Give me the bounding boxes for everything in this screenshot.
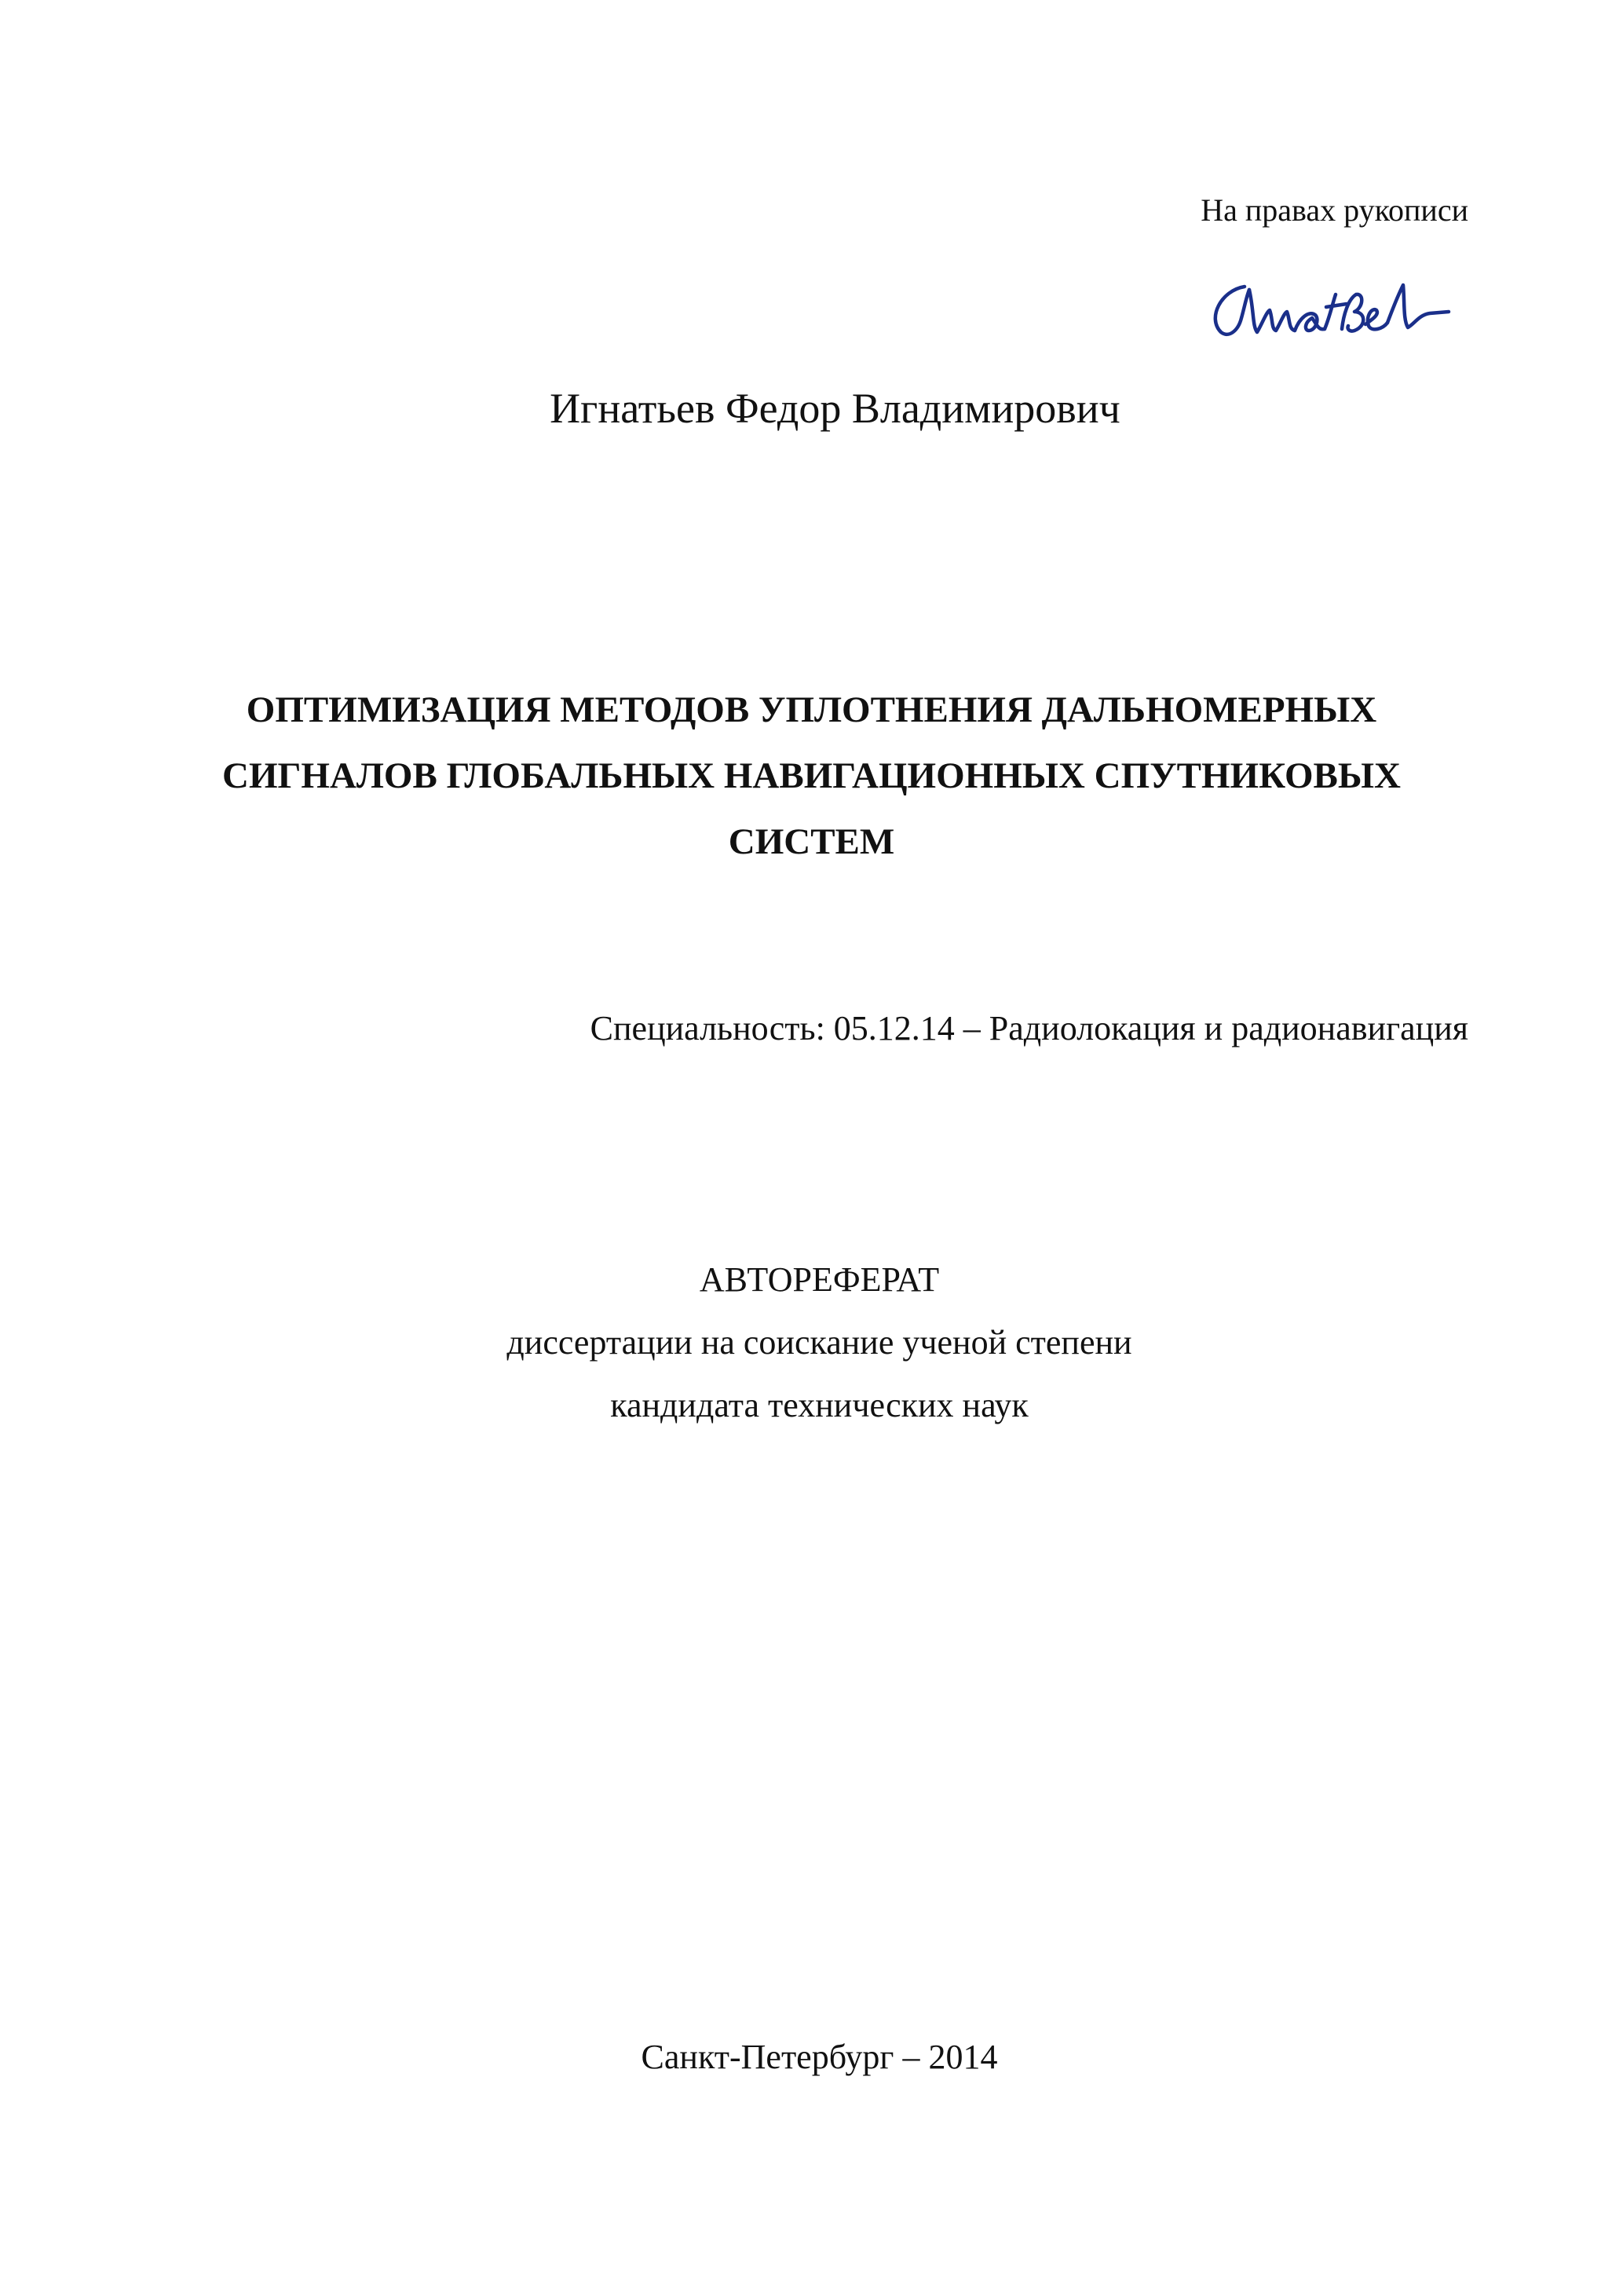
abstract-degree-line: диссертации на соискание ученой степени — [506, 1323, 1132, 1362]
title-line: СИСТЕМ — [728, 821, 895, 862]
manuscript-note: На правах рукописи — [1201, 192, 1468, 228]
abstract-heading: АВТОРЕФЕРАТ — [699, 1260, 940, 1299]
author-signature — [1197, 263, 1464, 349]
dissertation-title — [157, 677, 1466, 875]
city-year: Санкт-Петербург – 2014 — [641, 2038, 998, 2076]
abstract-block — [0, 1249, 1623, 1437]
author-name: Игнатьев Федор Владимирович — [550, 385, 1120, 432]
title-line: СИГНАЛОВ ГЛОБАЛЬНЫХ НАВИГАЦИОННЫХ СПУТНИКОВЫХ — [222, 755, 1401, 796]
specialty-line: Специальность: 05.12.14 – Радиолокация и радионавигация — [590, 1009, 1468, 1047]
title-line: ОПТИМИЗАЦИЯ МЕТОДОВ УПЛОТНЕНИЯ ДАЛЬНОМЕРНЫХ — [246, 689, 1377, 730]
abstract-field-line: кандидата технических наук — [610, 1386, 1029, 1424]
